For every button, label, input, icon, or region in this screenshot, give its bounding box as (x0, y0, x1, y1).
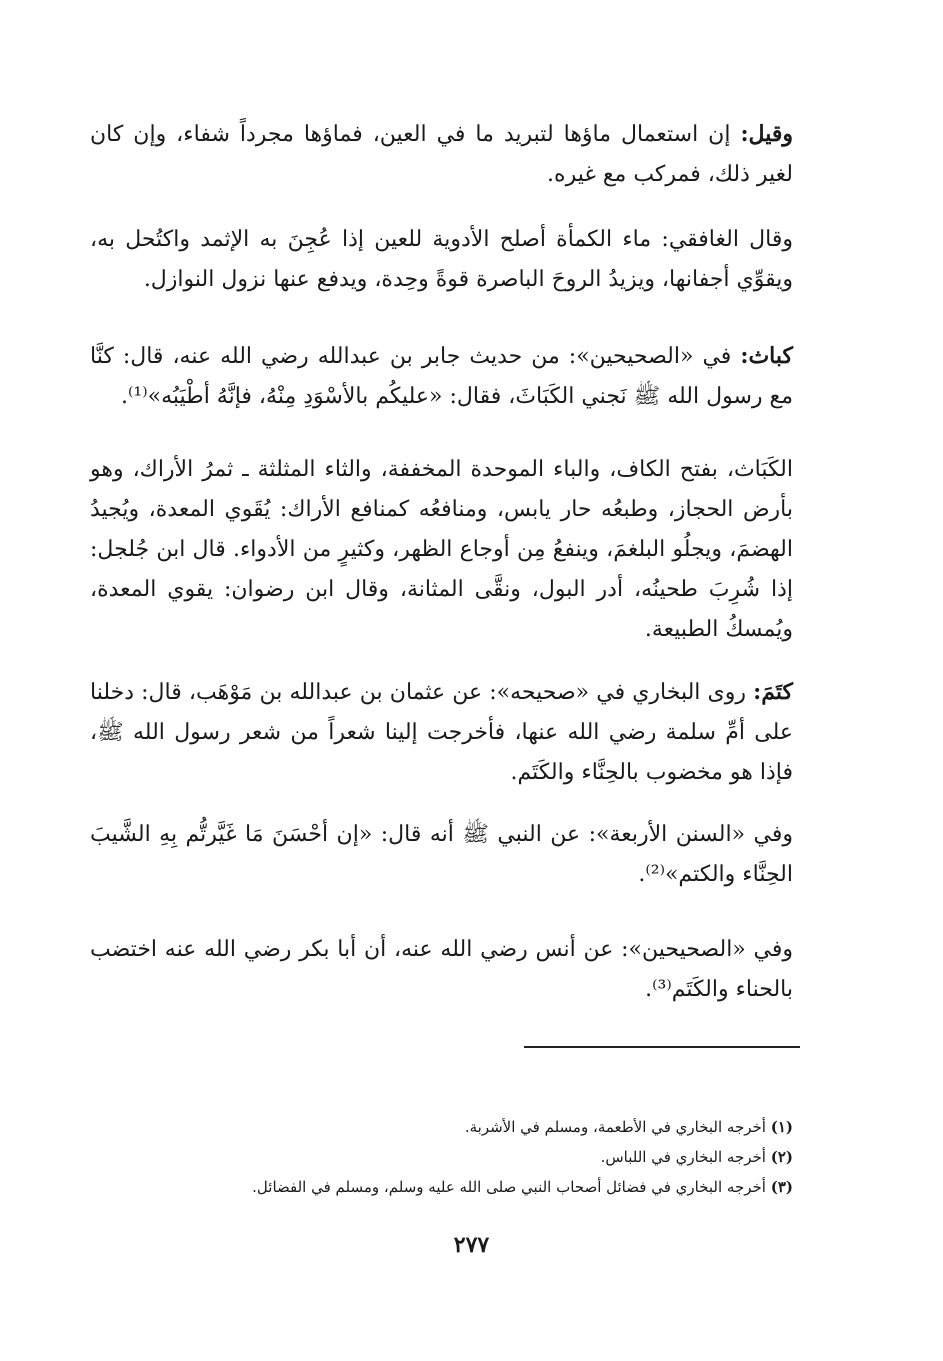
paragraph-body: في «الصحيحين»: من حديث جابر بن عبدالله رضي الله عنه، قال: كنَّا مع رسول الله ﷺ نَجني الكَبَاثَ، فقال: «عليكُم بالأسْوَدِ مِنْهُ، فإنَّهُ أطْيَبُه»⁽¹⁾. (90, 344, 793, 409)
paragraph-katam-bukhari (90, 672, 793, 793)
footnote-text: أخرجه البخاري في فضائل أصحاب النبي صلى الله عليه وسلم، ومسلم في الفضائل. (252, 1178, 771, 1196)
paragraph-lead: وقيل: (740, 121, 793, 147)
paragraph-body: وفي «الصحيحين»: عن أنس رضي الله عنه، أن أبا بكر رضي الله عنه اختضب بالحناء والكَتَم⁽³⁾. (90, 937, 793, 1002)
paragraph-body: وفي «السنن الأربعة»: عن النبي ﷺ أنه قال: «إن أحْسَنَ مَا غَيَّرتُّم بِهِ الشَّيبَ الحِنَّاء والكتم»⁽²⁾. (90, 822, 793, 887)
paragraph-text (90, 672, 793, 793)
paragraph-anas (90, 930, 793, 1010)
footnote-item (180, 1112, 793, 1142)
paragraph-ghafiqi (90, 220, 793, 300)
footnote-item (180, 1172, 793, 1202)
footnote-number: (٢) (770, 1148, 793, 1166)
page-number: ٢٧٧ (453, 1232, 490, 1258)
paragraph-text (90, 930, 793, 1010)
footnotes (180, 1112, 793, 1202)
paragraph-text (90, 114, 793, 195)
paragraph-lead: كتَمَ: (753, 679, 793, 705)
paragraph-text (90, 815, 793, 895)
footnote-number: (٣) (770, 1178, 793, 1196)
paragraph-text (90, 336, 793, 417)
paragraph-truffle-water-use (90, 114, 793, 195)
paragraph-body: وقال الغافقي: ماء الكمأة أصلح الأدوية للعين إذا عُجِنَ به الإثمد واكتُحل به، ويقوِّي أجفانها، ويزيدُ الروحَ الباصرة قوةً وحِدة، ويدفع عنها نزول النوازل. (90, 227, 793, 292)
paragraph-body: روى البخاري في «صحيحه»: عن عثمان بن عبدالله بن مَوْهَب، قال: دخلنا على أمِّ سلمة رضي الله عنها، فأخرجت إلينا شعراً من شعر رسول الله ﷺ، فإذا هو مخضوب بالحِنَّاء والكَتَم. (90, 680, 793, 785)
paragraph-kabath-description (90, 450, 793, 650)
paragraph-body: الكَبَاث، بفتح الكاف، والباء الموحدة المخففة، والثاء المثلثة ـ ثمرُ الأراك، وهو بأرض الحجاز، وطبعُه حار يابس، ومنافعُه كمنافع الأراك: يُقَوي المعدة، ويُجيدُ الهضمَ، ويجلُو البلغمَ، وينفعُ مِن أوجاع الظهر، وكثيرٍ من الأدواء. قال ابن جُلجل: إذا شُرِبَ طحينُه، أدر البول، ونقَّى المثانة، وقال ابن رضوان: يقوي المعدة، ويُمسكُ الطبيعة. (90, 457, 793, 642)
paragraph-lead: كباث: (740, 343, 793, 369)
footnote-text: أخرجه البخاري في اللباس. (600, 1148, 771, 1166)
paragraph-sunan (90, 815, 793, 895)
footnote-text: أخرجه البخاري في الأطعمة، ومسلم في الأشربة. (464, 1118, 771, 1136)
footnote-number: (١) (770, 1118, 793, 1136)
paragraph-text (90, 220, 793, 300)
paragraph-body: إن استعمال ماؤها لتبريد ما في العين، فماؤها مجرداً شفاء، وإن كان لغير ذلك، فمركب مع غيره. (90, 122, 793, 187)
paragraph-text (90, 450, 793, 650)
footnote-separator (524, 1046, 800, 1048)
footnote-item (180, 1142, 793, 1172)
paragraph-kabath-hadith (90, 336, 793, 417)
